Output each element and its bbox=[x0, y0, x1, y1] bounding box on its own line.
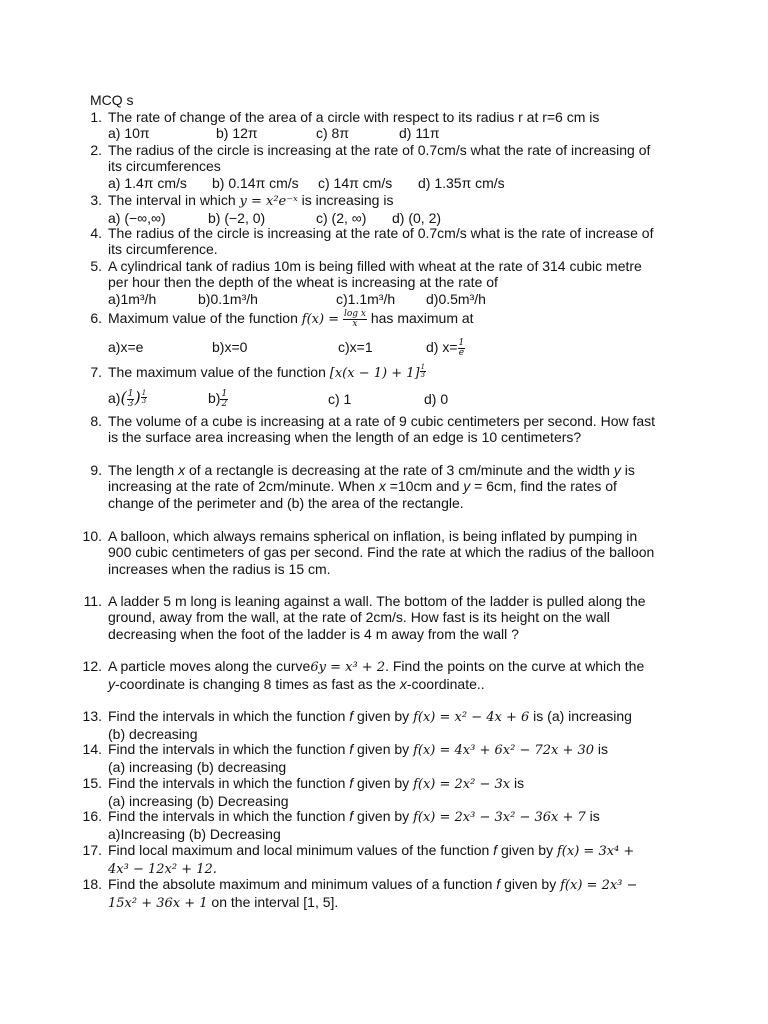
text-segment: -coordinate.. bbox=[406, 676, 485, 693]
paren-close: ) bbox=[134, 388, 141, 408]
question-text-line-2: (b) decreasing bbox=[108, 726, 198, 743]
fraction-denominator: 2 bbox=[221, 399, 228, 410]
math-expression: f(x) = 3x⁴ + bbox=[557, 844, 635, 859]
text-segment: on the interval [1, 5]. bbox=[207, 894, 339, 911]
option-b: b)x=0 bbox=[212, 339, 248, 356]
text-segment: A particle moves along the curve bbox=[108, 658, 311, 674]
question-text-line-1 bbox=[108, 808, 678, 826]
question-text-line-1 bbox=[108, 741, 678, 759]
question-number: 9. bbox=[90, 462, 102, 478]
math-expression: 4x³ − 12x² + 12. bbox=[108, 862, 217, 878]
question-number: 8. bbox=[90, 413, 102, 429]
question-11 bbox=[83, 593, 678, 642]
question-number: 17. bbox=[82, 842, 102, 858]
fraction-numerator: 1 bbox=[221, 389, 228, 400]
question-text-line-2: its circumferences bbox=[108, 158, 221, 175]
question-text-line-1: A ladder 5 m long is leaning against a wall. The bottom of the ladder is pulled along the bbox=[108, 593, 646, 609]
question-2 bbox=[90, 142, 678, 191]
variable-y: y bbox=[108, 676, 115, 693]
text-segment: is bbox=[510, 775, 525, 791]
question-text bbox=[108, 192, 678, 210]
question-number: 4. bbox=[90, 225, 102, 241]
option-c: c) 8π bbox=[316, 125, 349, 142]
question-10 bbox=[82, 528, 678, 577]
text-segment: =10cm and bbox=[385, 478, 464, 495]
text-segment: given by bbox=[353, 708, 414, 724]
exponent-fraction bbox=[141, 390, 147, 405]
option-d: d)0.5m³/h bbox=[426, 290, 486, 307]
text-segment: is bbox=[594, 741, 609, 757]
option-a: a)x=e bbox=[108, 339, 144, 356]
text-segment: Find the intervals in which the function bbox=[108, 775, 350, 791]
fraction-denominator: e bbox=[458, 348, 465, 358]
function-name: f bbox=[493, 842, 498, 858]
question-number: 16. bbox=[82, 808, 102, 824]
text-segment: Maximum value of the function bbox=[108, 310, 302, 327]
fraction-numerator: 1 bbox=[420, 363, 426, 371]
question-text-line-2: per hour then the depth of the wheat is increasing at the rate of bbox=[108, 274, 498, 291]
question-text-line-2: ground, away from the wall, at the rate of 2cm/s. How fast is its height on the wall bbox=[108, 609, 610, 626]
fraction bbox=[458, 339, 466, 358]
fraction-denominator: 3 bbox=[141, 397, 147, 406]
math-expression: f(x) = 2x² − 3x bbox=[413, 777, 511, 792]
variable-y: y bbox=[613, 462, 621, 478]
question-text bbox=[108, 360, 678, 382]
option-d: d) 1.35π cm/s bbox=[418, 174, 505, 191]
variable-x: x bbox=[399, 676, 407, 693]
question-text-line-3: decreasing when the foot of the ladder is 4 m away from the wall ? bbox=[108, 625, 519, 642]
math-expression: [x(x − 1) + 1] bbox=[329, 366, 420, 381]
option-c: c) 14π cm/s bbox=[318, 174, 393, 191]
text-segment: is bbox=[620, 462, 635, 478]
question-text-line-2 bbox=[108, 676, 678, 692]
option-a: a) 1.4π cm/s bbox=[108, 174, 187, 191]
question-number: 5. bbox=[90, 258, 102, 274]
option-a-label: a) bbox=[108, 390, 121, 407]
question-6 bbox=[90, 309, 678, 358]
variable-y: y bbox=[463, 478, 471, 495]
option-c: c) 1 bbox=[328, 390, 352, 407]
math-expression: 6y = x³ + 2 bbox=[310, 660, 386, 675]
question-16 bbox=[82, 808, 678, 843]
text-segment: given by bbox=[353, 775, 414, 791]
option-c: c)1.1m³/h bbox=[336, 290, 396, 307]
option-d: d) (0, 2) bbox=[392, 210, 442, 227]
function-name: f bbox=[349, 775, 354, 791]
variable-x: x bbox=[378, 478, 386, 495]
exponent-fraction bbox=[420, 364, 426, 379]
question-number: 14. bbox=[82, 741, 102, 757]
question-number: 7. bbox=[90, 364, 102, 380]
option-row bbox=[108, 291, 678, 307]
option-a: a) 10π bbox=[108, 125, 150, 142]
question-number: 18. bbox=[82, 876, 102, 892]
text-segment: The length bbox=[108, 462, 179, 478]
option-b: b)0.1m³/h bbox=[198, 290, 258, 307]
function-name: f bbox=[349, 808, 354, 824]
text-segment: -coordinate is changing 8 times as fast as the bbox=[115, 676, 400, 693]
option-a: a)1m³/h bbox=[108, 290, 157, 307]
text-segment: given by bbox=[353, 741, 414, 757]
math-expression: f(x) = bbox=[301, 312, 340, 328]
question-text-line-3: increases when the radius is 15 cm. bbox=[108, 560, 331, 577]
fraction-numerator: log x bbox=[343, 309, 366, 319]
option-c: c)x=1 bbox=[338, 339, 373, 356]
question-number: 15. bbox=[82, 775, 102, 791]
question-text-line-1 bbox=[108, 462, 678, 478]
option-b: b) 12π bbox=[216, 125, 258, 142]
math-expression: f(x) = x² − 4x + 6 bbox=[413, 710, 530, 725]
option-a: a) (−∞,∞) bbox=[108, 210, 166, 227]
option-d: d) 0 bbox=[424, 390, 449, 407]
question-text-line-2: its circumference. bbox=[108, 241, 218, 258]
question-7 bbox=[90, 360, 678, 410]
question-13 bbox=[82, 708, 678, 743]
text-segment: is bbox=[585, 808, 600, 824]
question-number: 2. bbox=[90, 142, 102, 158]
text-segment: Find the absolute maximum and minimum values of a function bbox=[108, 876, 497, 892]
question-3 bbox=[90, 192, 678, 227]
text-segment: The maximum value of the function bbox=[108, 364, 330, 380]
fraction-numerator: 1 bbox=[127, 389, 134, 400]
fraction-numerator: 1 bbox=[141, 389, 147, 398]
question-text-line-2: (a) increasing (b) decreasing bbox=[108, 759, 287, 776]
question-18 bbox=[82, 876, 678, 913]
question-text-line-1: A balloon, which always remains spherical on inflation, is being inflated by pumping in bbox=[108, 528, 638, 544]
text-segment: Find the intervals in which the function bbox=[108, 708, 350, 724]
question-text-line-1 bbox=[108, 658, 678, 676]
question-15 bbox=[82, 775, 678, 810]
question-number: 12. bbox=[82, 658, 102, 674]
option-b: b) 0.14π cm/s bbox=[212, 174, 299, 191]
option-c: c) (2, ∞) bbox=[316, 210, 367, 227]
math-expression: f(x) = 2x³ − 3x² − 36x + 7 bbox=[413, 810, 586, 825]
option-d: d) 11π bbox=[399, 125, 440, 142]
text-segment: given by bbox=[353, 808, 414, 824]
question-5 bbox=[90, 258, 678, 307]
question-number: 1. bbox=[90, 109, 102, 125]
question-text-line-1: The radius of the circle is increasing at the rate of 0.7cm/s what the rate of increasing of bbox=[108, 142, 651, 158]
question-text-line-1 bbox=[108, 708, 678, 726]
question-number: 13. bbox=[82, 708, 102, 724]
option-row bbox=[108, 339, 678, 358]
function-name: f bbox=[349, 708, 354, 724]
page-heading: MCQ s bbox=[90, 92, 134, 108]
text-segment: given by bbox=[497, 842, 557, 858]
question-text: The rate of change of the area of a circle with respect to its radius r at r=6 cm is bbox=[108, 109, 600, 125]
text-segment: has maximum at bbox=[366, 310, 474, 327]
text-segment: given by bbox=[500, 876, 561, 892]
fraction-numerator: 1 bbox=[458, 338, 465, 348]
question-1 bbox=[90, 109, 678, 142]
question-text-line-1 bbox=[108, 775, 678, 793]
question-number: 3. bbox=[90, 192, 102, 208]
option-b-label: b) bbox=[208, 390, 221, 407]
question-text-line-2: is the surface area increasing when the length of an edge is 10 centimeters? bbox=[108, 429, 582, 446]
fraction bbox=[343, 310, 367, 329]
math-expression: f(x) = 4x³ + 6x² − 72x + 30 bbox=[413, 743, 595, 758]
question-text-line-2 bbox=[108, 894, 678, 912]
text-segment: is increasing is bbox=[297, 192, 394, 208]
question-9 bbox=[90, 462, 678, 511]
question-12 bbox=[82, 658, 678, 693]
question-text-line-2 bbox=[108, 478, 678, 494]
option-b bbox=[208, 390, 328, 409]
question-text-line-3: change of the perimeter and (b) the area of the rectangle. bbox=[108, 494, 464, 511]
text-segment: is (a) increasing bbox=[529, 708, 632, 724]
option-a bbox=[108, 390, 208, 409]
text-segment: = 6cm, find the rates of bbox=[470, 478, 617, 495]
option-b: b) (−2, 0) bbox=[208, 210, 266, 227]
text-segment: of a rectangle is decreasing at the rate of 3 cm/minute and the width bbox=[185, 462, 614, 478]
question-text-line-1: The volume of a cube is increasing at a rate of 9 cubic centimeters per second. How fast bbox=[108, 413, 656, 429]
option-row bbox=[108, 390, 678, 409]
fraction-denominator: 3 bbox=[127, 399, 134, 410]
option-row bbox=[108, 125, 678, 141]
fraction bbox=[220, 390, 228, 409]
text-segment: Find local maximum and local minimum values of the function bbox=[108, 842, 494, 858]
question-text-line-1: A cylindrical tank of radius 10m is being filled with wheat at the rate of 314 cubic metre bbox=[108, 258, 642, 274]
math-expression: 15x² + 36x + 1 bbox=[108, 896, 208, 912]
text-segment: The interval in which bbox=[108, 192, 240, 208]
fraction-denominator: x bbox=[352, 319, 358, 329]
fraction-denominator: 3 bbox=[420, 371, 426, 379]
question-8 bbox=[90, 413, 678, 446]
text-segment: Find the intervals in which the function bbox=[108, 808, 350, 824]
function-name: f bbox=[496, 876, 501, 892]
option-row bbox=[108, 175, 678, 191]
math-expression: f(x) = 2x³ − bbox=[560, 878, 638, 893]
paren-open: ( bbox=[120, 388, 127, 408]
question-text-line-1: The radius of the circle is increasing at the rate of 0.7cm/s what is the rate of increase of bbox=[108, 225, 654, 241]
question-text-line-2: (a) increasing (b) Decreasing bbox=[108, 793, 289, 810]
function-name: f bbox=[349, 741, 354, 757]
question-number: 10. bbox=[82, 528, 102, 544]
question-4 bbox=[90, 225, 678, 258]
math-expression: y = x²e⁻ˣ bbox=[239, 194, 298, 209]
variable-x: x bbox=[178, 462, 186, 478]
question-number: 6. bbox=[90, 310, 102, 326]
question-14 bbox=[82, 741, 678, 776]
question-text bbox=[108, 310, 678, 329]
option-d bbox=[426, 339, 465, 358]
question-text-line-1 bbox=[108, 876, 678, 894]
text-segment: Find the intervals in which the function bbox=[108, 741, 350, 757]
question-17 bbox=[82, 842, 678, 879]
option-d-label: d) x= bbox=[426, 339, 458, 356]
question-text-line-2: 900 cubic centimeters of gas per second. Find the rate at which the radius of the balloon bbox=[108, 544, 655, 561]
question-text-line-1 bbox=[108, 842, 678, 860]
question-text-line-2: a)Increasing (b) Decreasing bbox=[108, 826, 281, 843]
question-number: 11. bbox=[83, 593, 102, 609]
text-segment: increasing at the rate of 2cm/minute. When bbox=[108, 478, 379, 495]
text-segment: . Find the points on the curve at which the bbox=[385, 658, 645, 674]
